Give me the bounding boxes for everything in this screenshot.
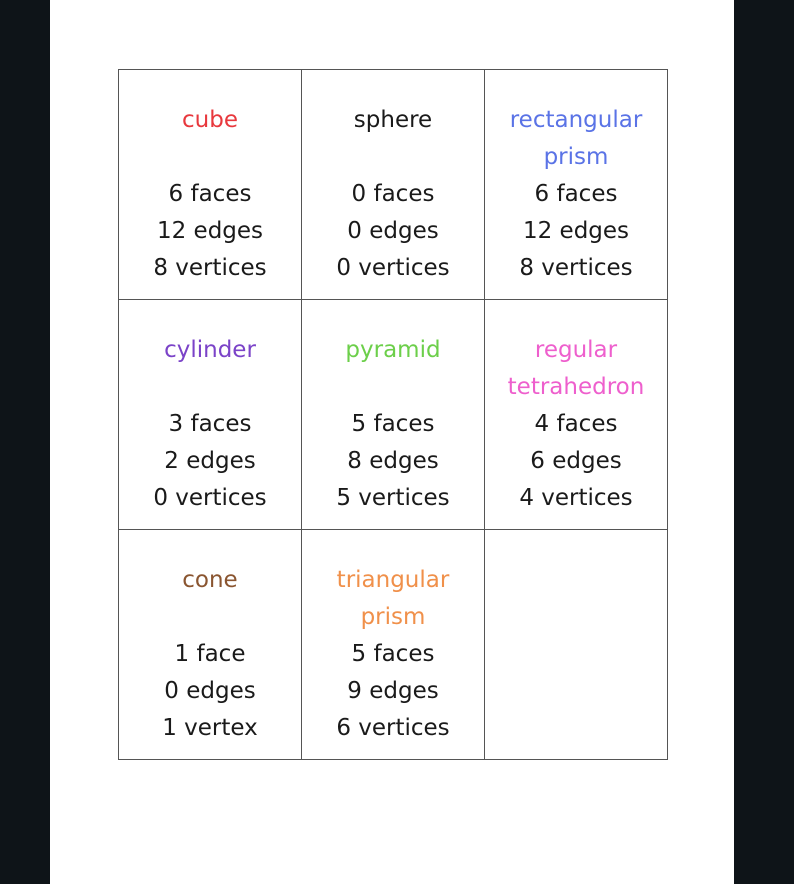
faces-count: 6 faces xyxy=(534,181,618,207)
vertices-count: 4 vertices xyxy=(519,485,633,511)
vertices-count: 5 vertices xyxy=(336,485,450,511)
shape-name: triangular prism xyxy=(336,567,450,630)
shape-name: sphere xyxy=(353,107,433,133)
shape-cell-cylinder xyxy=(119,300,302,530)
faces-count: 4 faces xyxy=(534,411,618,437)
edges-count: 12 edges xyxy=(156,218,264,244)
faces-count: 5 faces xyxy=(351,411,435,437)
faces-count: 1 face xyxy=(174,641,246,667)
shape-cell-rectangular-prism xyxy=(485,70,668,300)
faces-count: 3 faces xyxy=(168,411,252,437)
shapes-table xyxy=(118,69,668,760)
edges-count: 8 edges xyxy=(347,448,439,474)
empty-cell xyxy=(485,530,668,760)
table-row xyxy=(119,70,668,300)
shape-name: regular tetrahedron xyxy=(507,337,645,400)
table-row xyxy=(119,300,668,530)
shape-cell-cone xyxy=(119,530,302,760)
shape-cell-cube xyxy=(119,70,302,300)
shape-name: pyramid xyxy=(345,337,441,363)
edges-count: 9 edges xyxy=(347,678,439,704)
shape-name: cylinder xyxy=(164,337,256,363)
vertices-count: 1 vertex xyxy=(162,715,258,741)
vertices-count: 0 vertices xyxy=(153,485,267,511)
shape-cell-sphere xyxy=(302,70,485,300)
vertices-count: 0 vertices xyxy=(336,255,450,281)
shape-cell-pyramid xyxy=(302,300,485,530)
shape-name: cone xyxy=(182,567,238,593)
shape-name: rectangular prism xyxy=(509,107,643,170)
table-row xyxy=(119,530,668,760)
edges-count: 0 edges xyxy=(347,218,439,244)
faces-count: 6 faces xyxy=(168,181,252,207)
shape-cell-triangular-prism xyxy=(302,530,485,760)
edges-count: 6 edges xyxy=(530,448,622,474)
faces-count: 5 faces xyxy=(351,641,435,667)
edges-count: 0 edges xyxy=(164,678,256,704)
edges-count: 2 edges xyxy=(164,448,256,474)
edges-count: 12 edges xyxy=(522,218,630,244)
vertices-count: 6 vertices xyxy=(336,715,450,741)
shape-cell-regular-tetrahedron xyxy=(485,300,668,530)
vertices-count: 8 vertices xyxy=(153,255,267,281)
shape-name: cube xyxy=(182,107,238,133)
faces-count: 0 faces xyxy=(351,181,435,207)
vertices-count: 8 vertices xyxy=(519,255,633,281)
document-page xyxy=(50,0,734,884)
